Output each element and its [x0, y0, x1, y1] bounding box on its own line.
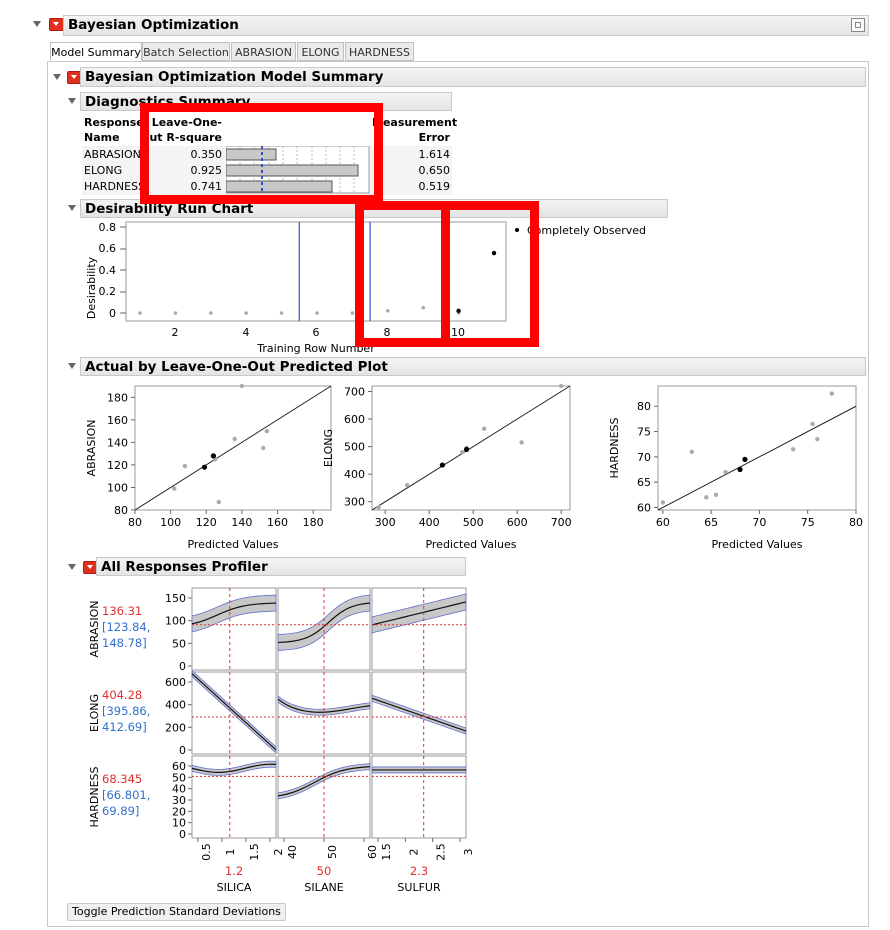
section-title: Bayesian Optimization Model Summary — [85, 69, 384, 85]
y-tick: 120 — [107, 458, 128, 472]
collapse-triangle-icon[interactable] — [68, 98, 76, 104]
row-error: 0.519 — [418, 180, 450, 193]
run-point — [138, 311, 142, 315]
x-tick: 75 — [800, 516, 815, 529]
y-tick: 20 — [172, 805, 186, 819]
red-menu-icon[interactable] — [49, 18, 64, 31]
x-tick: 8 — [383, 326, 391, 339]
y-ticks — [99, 221, 117, 320]
y-tick: 300 — [344, 495, 365, 509]
x-tick: 70 — [752, 516, 767, 529]
collapse-triangle-icon[interactable] — [68, 205, 76, 211]
y-tick: 400 — [344, 468, 365, 482]
run-point — [351, 311, 355, 315]
data-point — [661, 500, 665, 504]
response-ci-high: 148.78] — [102, 636, 147, 650]
response-ci-low: [395.86, — [102, 704, 151, 718]
x-tick: 160 — [267, 516, 289, 529]
y-tick: 80 — [114, 504, 128, 517]
data-point — [217, 500, 221, 504]
factor-value: 50 — [316, 864, 332, 878]
data-point — [791, 447, 795, 451]
row-name: HARDNESS — [84, 180, 146, 193]
y-tick: 180 — [107, 391, 128, 405]
y-tick: 75 — [637, 425, 651, 439]
y-tick: 500 — [344, 440, 365, 454]
y-axis-label: Desirability — [85, 256, 98, 320]
x-tick: 1.5 — [248, 843, 261, 861]
title-text: Bayesian Optimization — [68, 17, 239, 33]
data-point-observed — [440, 462, 445, 467]
button-label: Toggle Prediction Standard Deviations — [72, 905, 281, 918]
data-point-observed — [202, 465, 207, 470]
x-tick: 2 — [407, 848, 421, 856]
y-tick: 160 — [107, 413, 128, 427]
actual-plot-header — [80, 357, 866, 376]
y-tick: 60 — [172, 760, 186, 773]
tab-batch-selection[interactable] — [142, 42, 230, 61]
row-error: 1.614 — [418, 148, 450, 161]
y-tick: 140 — [107, 436, 128, 450]
x-tick: 6 — [312, 326, 320, 339]
factor-label: SILICA — [216, 881, 252, 894]
y-tick: 0 — [179, 744, 186, 757]
response-value: 68.345 — [102, 772, 143, 786]
data-point — [559, 384, 563, 388]
y-tick: 0.8 — [98, 221, 116, 234]
x-tick: 600 — [506, 516, 528, 529]
x-tick: 1 — [224, 848, 237, 856]
x-tick: 300 — [374, 516, 396, 529]
profiler-grid — [80, 580, 480, 900]
y-tick: 400 — [165, 698, 186, 712]
col-header-err-b: Error — [418, 131, 450, 144]
response-ci-high: 69.89] — [102, 804, 140, 818]
x-tick: 400 — [418, 516, 440, 529]
collapse-triangle-icon[interactable] — [68, 564, 76, 570]
x-tick: 3 — [462, 848, 475, 856]
x-tick: 700 — [550, 516, 572, 529]
section-title: Actual by Leave-One-Out Predicted Plot — [85, 359, 388, 375]
x-tick: 40 — [286, 845, 299, 859]
y-tick: 80 — [637, 400, 651, 414]
restore-icon[interactable] — [851, 18, 865, 32]
response-value: 404.28 — [102, 688, 143, 702]
tab-abrasion[interactable] — [231, 42, 296, 61]
col-header-response: Response — [84, 116, 144, 129]
collapse-triangle-icon[interactable] — [68, 363, 76, 369]
y-tick: 50 — [172, 637, 186, 651]
plot-frame — [658, 386, 856, 510]
y-tick: 600 — [344, 413, 365, 427]
y-tick: 0.2 — [98, 285, 116, 298]
actual-by-predicted-plots — [80, 378, 870, 550]
data-point — [690, 450, 694, 454]
data-point-observed — [211, 453, 216, 458]
y-tick: 40 — [172, 782, 186, 796]
highlight-box — [355, 201, 450, 347]
y-tick: 0.4 — [98, 264, 116, 277]
x-tick: 10 — [451, 326, 465, 339]
section-title: Diagnostics Summary — [85, 94, 251, 110]
row-r2: 0.741 — [190, 180, 222, 193]
data-point — [405, 483, 409, 487]
x-tick: 180 — [302, 516, 324, 529]
section-title: Desirability Run Chart — [85, 201, 254, 217]
response-value: 136.31 — [102, 604, 143, 618]
y-tick: 30 — [172, 794, 186, 807]
data-point — [261, 446, 265, 450]
data-point — [815, 437, 819, 441]
x-tick: 140 — [231, 516, 253, 529]
tab-label: ELONG — [301, 46, 340, 59]
collapse-triangle-icon[interactable] — [33, 21, 41, 27]
data-point — [376, 505, 380, 509]
tab-label: ABRASION — [235, 46, 292, 59]
row-r2: 0.350 — [190, 148, 222, 161]
y-axis-label: HARDNESS — [608, 417, 621, 479]
factor-value: 2.3 — [409, 864, 429, 878]
profiler-header — [96, 557, 466, 576]
tab-label: HARDNESS — [348, 46, 411, 59]
run-point — [244, 311, 248, 315]
response-ci-high: 412.69] — [102, 720, 147, 734]
data-point — [482, 427, 486, 431]
data-point — [172, 486, 176, 490]
x-tick: 500 — [462, 516, 484, 529]
x-tick: 2.5 — [434, 843, 448, 861]
response-label: ABRASION — [88, 600, 101, 658]
y-tick: 50 — [172, 771, 186, 785]
x-axis-label: Training Row Number — [257, 342, 375, 355]
data-point — [723, 470, 727, 474]
row-name: ELONG — [84, 164, 123, 177]
data-point — [519, 440, 523, 444]
y-tick: 150 — [165, 592, 186, 605]
data-point — [704, 495, 708, 499]
run-point — [280, 311, 284, 315]
run-point — [209, 311, 213, 315]
x-tick: 4 — [242, 326, 250, 339]
data-point — [714, 493, 718, 497]
y-tick: 10 — [172, 816, 186, 830]
x-tick: 2 — [171, 326, 179, 339]
col-header-name: Name — [84, 131, 120, 144]
model-summary-header — [80, 67, 866, 87]
x-tick: 80 — [849, 516, 863, 529]
x-tick: 80 — [128, 516, 142, 529]
y-tick: 100 — [107, 481, 128, 495]
highlight-box — [441, 201, 539, 347]
collapse-triangle-icon[interactable] — [53, 74, 61, 80]
response-label: HARDNESS — [88, 766, 101, 828]
section-title: All Responses Profiler — [101, 559, 268, 575]
x-axis-label: Predicted Values — [187, 538, 279, 550]
x-tick: 60 — [655, 516, 670, 529]
col-header-r2b: Out R-square — [140, 131, 222, 144]
data-point — [810, 422, 814, 426]
data-point — [183, 464, 187, 468]
tab-elong[interactable] — [297, 42, 344, 61]
y-axis-label: ABRASION — [85, 419, 98, 477]
x-tick: 120 — [195, 516, 217, 529]
y-axis-label: ELONG — [322, 428, 335, 468]
y-tick: 65 — [637, 476, 651, 490]
legend-label: Completely Observed — [527, 224, 646, 237]
tab-label: Batch Selection — [143, 46, 229, 59]
page-title — [63, 15, 869, 36]
data-point — [830, 391, 834, 395]
tab-label: Model Summary — [51, 46, 141, 59]
row-r2: 0.925 — [190, 164, 222, 177]
tab-hardness[interactable] — [345, 42, 414, 61]
factor-label: SULFUR — [397, 881, 441, 894]
factor-value: 1.2 — [224, 864, 244, 878]
data-point-observed — [742, 457, 747, 462]
x-tick: 1.5 — [380, 843, 393, 861]
factor-label: SILANE — [304, 881, 344, 894]
x-axis-label: Predicted Values — [425, 538, 517, 550]
run-point — [174, 311, 178, 315]
y-tick: 0.6 — [98, 242, 116, 255]
x-tick: 60 — [366, 845, 379, 859]
data-point — [460, 450, 464, 454]
data-point-observed — [464, 447, 469, 452]
x-tick: 100 — [160, 516, 182, 529]
y-tick: 0 — [179, 828, 186, 841]
y-tick: 70 — [637, 450, 651, 464]
y-tick: 100 — [165, 614, 186, 628]
col-header-err-a: Measurement — [372, 116, 458, 129]
y-tick: 0 — [109, 307, 116, 320]
data-point-observed — [737, 467, 742, 472]
x-tick: 50 — [326, 845, 339, 859]
highlight-box — [140, 103, 383, 204]
data-point — [240, 384, 244, 388]
x-axis-label: Predicted Values — [711, 538, 803, 550]
x-tick: 0.5 — [200, 843, 213, 861]
row-name: ABRASION — [84, 148, 141, 161]
col-header-r2a: Leave-One- — [151, 116, 222, 129]
x-tick: 2 — [272, 848, 285, 856]
tab-model-summary[interactable] — [50, 42, 142, 61]
toggle-prediction-sd-button[interactable] — [67, 903, 286, 921]
run-point — [315, 311, 319, 315]
response-ci-low: [123.84, — [102, 620, 151, 634]
response-label: ELONG — [88, 693, 101, 733]
x-tick: 65 — [704, 516, 719, 529]
y-tick: 60 — [637, 501, 651, 515]
response-ci-low: [66.801, — [102, 788, 151, 802]
data-point — [265, 429, 269, 433]
y-tick: 0 — [179, 660, 186, 673]
y-tick: 200 — [165, 721, 186, 735]
data-point — [233, 437, 237, 441]
row-error: 0.650 — [418, 164, 450, 177]
y-tick: 700 — [344, 385, 365, 399]
y-tick: 600 — [165, 676, 186, 689]
